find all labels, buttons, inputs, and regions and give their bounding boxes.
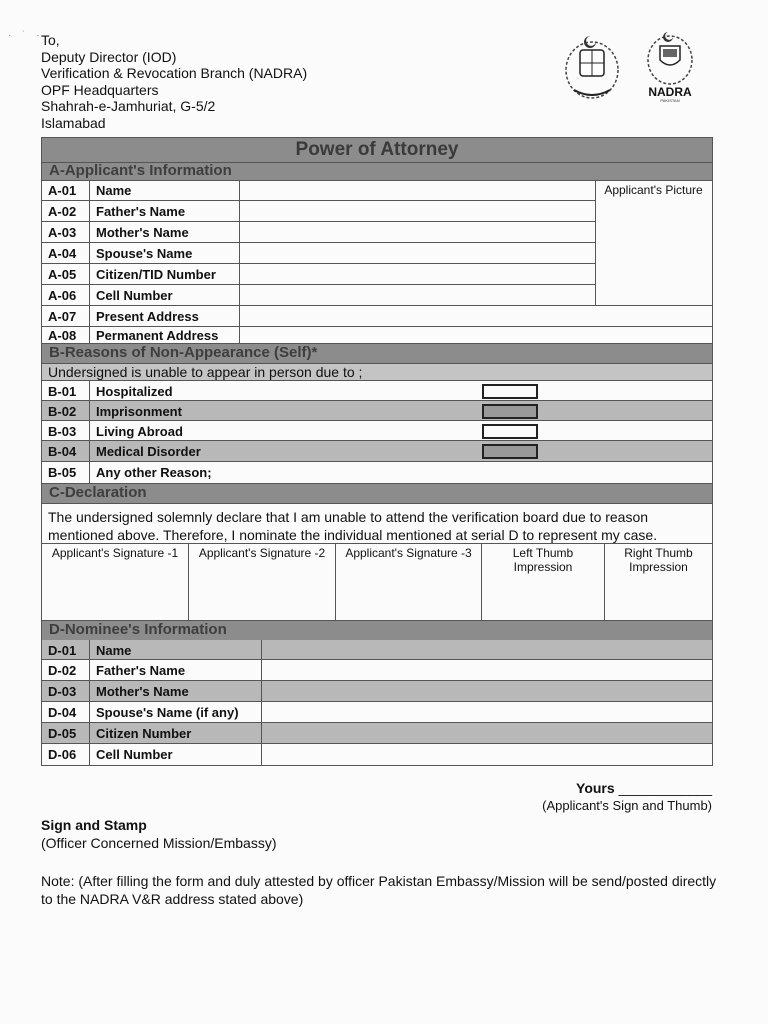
applicant-cnic-field[interactable] — [240, 264, 595, 284]
row-label: Cell Number — [90, 285, 240, 305]
photo-label: Applicant's Picture — [604, 183, 703, 197]
nominee-father-name-field[interactable] — [262, 660, 712, 680]
address-line: Islamabad — [41, 114, 106, 131]
form-row — [42, 222, 595, 243]
form-row — [42, 702, 712, 723]
row-code: B-01 — [42, 381, 90, 400]
nominee-spouse-name-field[interactable] — [262, 702, 712, 722]
row-code: D-03 — [42, 681, 90, 701]
form-row — [42, 723, 712, 744]
hospitalized-checkbox[interactable] — [482, 384, 538, 399]
applicant-name-field[interactable] — [240, 180, 595, 200]
row-label: Living Abroad — [96, 424, 183, 439]
form-title: Power of Attorney — [295, 139, 459, 160]
permanent-address-field[interactable] — [240, 327, 712, 343]
form-row — [42, 201, 595, 222]
form-title-bar — [42, 138, 712, 163]
section-d-heading: D-Nominee's Information — [49, 621, 227, 638]
applicant-father-name-field[interactable] — [240, 201, 595, 221]
row-label: Hospitalized — [96, 384, 173, 399]
row-code: B-04 — [42, 441, 90, 461]
row-code: A-07 — [42, 306, 90, 326]
row-code: D-05 — [42, 723, 90, 743]
section-b-heading: B-Reasons of Non-Appearance (Self)* — [49, 344, 318, 361]
row-code: A-01 — [42, 180, 90, 200]
row-label: Permanent Address — [90, 327, 240, 343]
form-row — [42, 180, 595, 201]
address-line: To, — [41, 32, 60, 48]
applicant-spouse-name-field[interactable] — [240, 243, 595, 263]
reason-row — [42, 401, 712, 421]
yours-label: Yours — [576, 780, 615, 796]
form-row — [42, 327, 712, 344]
applicant-mother-name-field[interactable] — [240, 222, 595, 242]
signature-box-1[interactable] — [42, 544, 189, 620]
row-code: B-03 — [42, 421, 90, 440]
section-c-heading: C-Declaration — [49, 484, 147, 501]
row-code: D-02 — [42, 660, 90, 680]
imprisonment-checkbox[interactable] — [482, 404, 538, 419]
signature-label: Applicant's Signature -3 — [345, 546, 472, 560]
form-row — [42, 660, 712, 681]
form-row — [42, 640, 712, 660]
scan-specks: · ˙ · — [8, 30, 44, 41]
form-row — [42, 744, 712, 765]
row-label: Mother's Name — [90, 222, 240, 242]
row-code: D-06 — [42, 744, 90, 765]
signature-label: Applicant's Signature -2 — [198, 546, 326, 560]
address-line: OPF Headquarters — [41, 81, 159, 98]
reason-row — [42, 441, 712, 462]
right-thumb-box[interactable] — [605, 544, 712, 620]
address-line: Shahrah-e-Jamhuriat, G-5/2 — [41, 98, 216, 115]
form-row — [42, 681, 712, 702]
reason-row — [42, 421, 712, 441]
row-label: Cell Number — [90, 744, 262, 765]
logos — [560, 30, 710, 102]
svg-text:PAKISTAN: PAKISTAN — [660, 98, 680, 102]
row-code: A-05 — [42, 264, 90, 284]
form-row — [42, 285, 595, 306]
row-code: B-05 — [42, 462, 90, 483]
row-code: A-02 — [42, 201, 90, 221]
address-line: Verification & Revocation Branch (NADRA) — [41, 65, 308, 82]
signature-box-3[interactable] — [336, 544, 482, 620]
row-code: D-04 — [42, 702, 90, 722]
row-label: Name — [90, 640, 262, 659]
row-code: A-04 — [42, 243, 90, 263]
form-row — [42, 264, 595, 285]
row-label: Any other Reason; — [96, 465, 212, 480]
signature-box-2[interactable] — [189, 544, 336, 620]
row-label: Father's Name — [90, 201, 240, 221]
row-label: Spouse's Name — [90, 243, 240, 263]
sign-stamp-label: Sign and Stamp — [41, 817, 147, 833]
applicant-photo-box[interactable] — [595, 180, 712, 198]
yours-block — [450, 780, 712, 796]
declaration-text: The undersigned solemnly declare that I am unable to attend the verification board due to reason mentioned above. Therefore, I nominate the individual mentioned at serial D to represent my case. — [48, 509, 658, 543]
living-abroad-checkbox[interactable] — [482, 424, 538, 439]
row-label: Father's Name — [90, 660, 262, 680]
officer-label: (Officer Concerned Mission/Embassy) — [41, 835, 277, 851]
form-row — [42, 306, 712, 327]
medical-disorder-checkbox[interactable] — [482, 444, 538, 459]
row-label: Spouse's Name (if any) — [90, 702, 262, 722]
row-label: Medical Disorder — [96, 444, 201, 459]
left-thumb-box[interactable] — [482, 544, 605, 620]
section-a-heading: A-Applicant's Information — [49, 162, 232, 179]
signature-label: Right Thumb Impression — [624, 546, 693, 574]
nominee-name-field[interactable] — [262, 640, 712, 659]
nadra-logo-icon — [648, 32, 692, 102]
row-code: B-02 — [42, 401, 90, 420]
row-label: Citizen Number — [90, 723, 262, 743]
state-emblem-icon — [566, 36, 618, 98]
recipient-address — [41, 32, 307, 132]
row-code: D-01 — [42, 640, 90, 659]
power-of-attorney-form — [41, 137, 713, 766]
section-c-header — [42, 484, 712, 504]
section-b-intro-row — [42, 364, 712, 381]
form-row — [42, 243, 595, 264]
signature-label: Left Thumb Impression — [512, 546, 574, 574]
row-label: Citizen/TID Number — [90, 264, 240, 284]
svg-text:NADRA: NADRA — [648, 85, 692, 99]
yours-blank: ____________ — [618, 780, 712, 796]
section-b-header — [42, 344, 712, 364]
row-label: Mother's Name — [90, 681, 262, 701]
section-a-header — [42, 163, 712, 181]
applicant-cell-field[interactable] — [240, 285, 595, 305]
row-label: Present Address — [90, 306, 240, 326]
nominee-citizen-number-field[interactable] — [262, 723, 712, 743]
nominee-mother-name-field[interactable] — [262, 681, 712, 701]
row-code: A-03 — [42, 222, 90, 242]
yours-subtitle: (Applicant's Sign and Thumb) — [542, 798, 712, 813]
address-line: Deputy Director (IOD) — [41, 48, 177, 65]
section-d-header — [42, 620, 712, 641]
signature-label: Applicant's Signature -1 — [51, 546, 179, 560]
row-code: A-06 — [42, 285, 90, 305]
note-text: Note: (After filling the form and duly attested by officer Pakistan Embassy/Mission will be send/posted directly to the NADRA V&R address stated above) — [41, 873, 717, 907]
present-address-field[interactable] — [240, 306, 712, 326]
reason-row — [42, 381, 712, 401]
nominee-cell-field[interactable] — [262, 744, 712, 765]
reason-row — [42, 462, 712, 484]
row-label: Imprisonment — [96, 404, 182, 419]
row-label: Name — [90, 180, 240, 200]
section-b-intro: Undersigned is unable to appear in person due to ; — [48, 364, 363, 380]
row-code: A-08 — [42, 327, 90, 343]
